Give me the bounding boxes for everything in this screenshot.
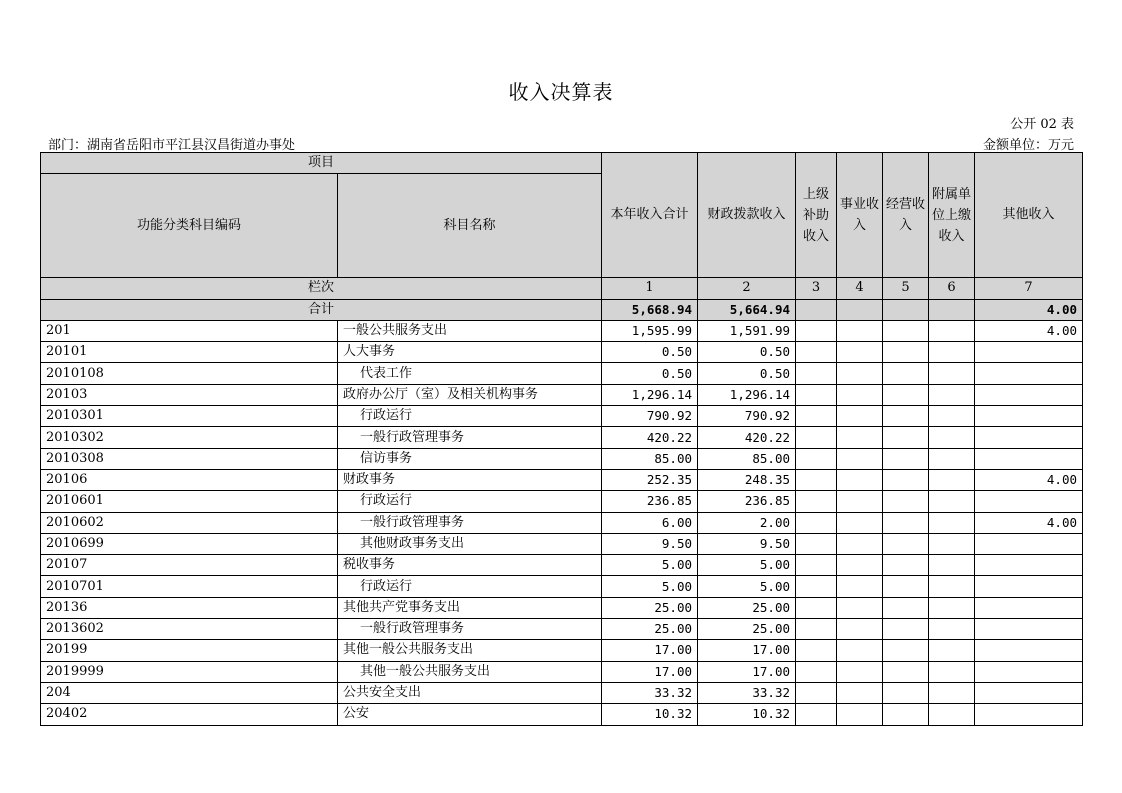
row-value: [837, 661, 883, 682]
row-value: [837, 363, 883, 384]
row-value: [837, 320, 883, 341]
department-label: 部门：湖南省岳阳市平江县汉昌街道办事处: [48, 138, 296, 153]
header-colnum-5: 5: [883, 278, 929, 299]
row-code: 20107: [41, 555, 338, 576]
row-value: [837, 555, 883, 576]
row-value: [929, 555, 975, 576]
total-value: [837, 299, 883, 320]
row-value: [796, 427, 837, 448]
row-value: [929, 661, 975, 682]
total-value: [883, 299, 929, 320]
row-name: 政府办公厅（室）及相关机构事务: [338, 384, 602, 405]
row-name: 其他一般公共服务支出: [338, 661, 602, 682]
row-value: 420.22: [698, 427, 796, 448]
row-value: [837, 640, 883, 661]
row-value: 0.50: [602, 342, 698, 363]
row-code: 20101: [41, 342, 338, 363]
row-value: 0.50: [698, 342, 796, 363]
row-value: [975, 363, 1083, 384]
row-code: 2010699: [41, 533, 338, 554]
row-code: 2010302: [41, 427, 338, 448]
row-name: 其他一般公共服务支出: [338, 640, 602, 661]
row-value: [796, 384, 837, 405]
row-code: 20402: [41, 704, 338, 725]
row-value: 5.00: [602, 576, 698, 597]
row-name: 行政运行: [338, 406, 602, 427]
header-colnum-7: 7: [975, 278, 1083, 299]
row-value: [837, 512, 883, 533]
row-value: [929, 491, 975, 512]
row-value: [883, 533, 929, 554]
row-value: [929, 682, 975, 703]
row-value: [929, 406, 975, 427]
header-project: 项目: [41, 153, 602, 174]
table-row: [41, 469, 1083, 490]
row-value: [883, 682, 929, 703]
row-value: [929, 320, 975, 341]
row-value: 17.00: [698, 661, 796, 682]
row-value: [883, 448, 929, 469]
total-value: [796, 299, 837, 320]
row-value: [837, 406, 883, 427]
row-value: 10.32: [698, 704, 796, 725]
row-code: 2010108: [41, 363, 338, 384]
row-value: 252.35: [602, 469, 698, 490]
row-code: 2019999: [41, 661, 338, 682]
row-value: [975, 533, 1083, 554]
row-value: [883, 469, 929, 490]
row-value: 1,591.99: [698, 320, 796, 341]
row-value: [796, 640, 837, 661]
row-code: 2010601: [41, 491, 338, 512]
row-value: 17.00: [602, 661, 698, 682]
row-name: 公安: [338, 704, 602, 725]
row-value: [929, 448, 975, 469]
header-row-index-label: 栏次: [41, 278, 602, 299]
row-value: [883, 384, 929, 405]
row-value: [796, 704, 837, 725]
row-value: 1,595.99: [602, 320, 698, 341]
row-value: [796, 406, 837, 427]
header-colnum-4: 4: [837, 278, 883, 299]
row-code: 20106: [41, 469, 338, 490]
row-value: 5.00: [698, 555, 796, 576]
row-value: [975, 682, 1083, 703]
row-value: [929, 384, 975, 405]
row-value: [883, 576, 929, 597]
row-value: 248.35: [698, 469, 796, 490]
row-value: [837, 469, 883, 490]
row-value: [975, 576, 1083, 597]
table-row: [41, 640, 1083, 661]
row-value: 6.00: [602, 512, 698, 533]
row-value: [796, 555, 837, 576]
row-value: 4.00: [975, 469, 1083, 490]
row-value: [796, 597, 837, 618]
header-col-other: 其他收入: [975, 153, 1083, 278]
row-value: 4.00: [975, 320, 1083, 341]
row-value: 25.00: [698, 619, 796, 640]
row-value: 9.50: [602, 533, 698, 554]
row-value: [929, 533, 975, 554]
row-value: [975, 384, 1083, 405]
row-code: 20199: [41, 640, 338, 661]
row-value: [883, 363, 929, 384]
row-code: 2010701: [41, 576, 338, 597]
header-col-affiliated: 附属单位上缴收入: [929, 153, 975, 278]
row-value: [883, 597, 929, 618]
row-value: [929, 363, 975, 384]
table-row: [41, 619, 1083, 640]
row-value: [883, 619, 929, 640]
row-value: [975, 342, 1083, 363]
row-value: 0.50: [602, 363, 698, 384]
table-row: [41, 682, 1083, 703]
row-value: 25.00: [698, 597, 796, 618]
row-value: [975, 619, 1083, 640]
page-title: 收入决算表: [508, 80, 614, 104]
row-value: [796, 491, 837, 512]
total-value: 5,668.94: [602, 299, 698, 320]
row-value: [796, 363, 837, 384]
table-row: [41, 448, 1083, 469]
row-value: [796, 320, 837, 341]
row-value: [837, 704, 883, 725]
table-row: [41, 704, 1083, 725]
table-row: [41, 491, 1083, 512]
table-row: [41, 427, 1083, 448]
row-value: [796, 682, 837, 703]
row-value: [883, 555, 929, 576]
row-value: [837, 427, 883, 448]
row-value: 85.00: [602, 448, 698, 469]
row-value: [796, 469, 837, 490]
row-value: [929, 619, 975, 640]
row-value: 9.50: [698, 533, 796, 554]
header-col-total: 本年收入合计: [602, 153, 698, 278]
total-value: 5,664.94: [698, 299, 796, 320]
row-value: 0.50: [698, 363, 796, 384]
row-value: 33.32: [698, 682, 796, 703]
row-value: [796, 661, 837, 682]
row-value: [796, 576, 837, 597]
row-value: 85.00: [698, 448, 796, 469]
row-name: 行政运行: [338, 576, 602, 597]
row-value: [975, 427, 1083, 448]
row-name: 一般行政管理事务: [338, 427, 602, 448]
row-name: 人大事务: [338, 342, 602, 363]
row-value: [796, 448, 837, 469]
row-value: [975, 406, 1083, 427]
unit-label: 金额单位：万元: [982, 138, 1074, 153]
row-name: 其他财政事务支出: [338, 533, 602, 554]
header-code: 功能分类科目编码: [41, 174, 338, 278]
row-value: 420.22: [602, 427, 698, 448]
row-value: 5.00: [698, 576, 796, 597]
total-value: [929, 299, 975, 320]
header-colnum-3: 3: [796, 278, 837, 299]
row-value: [837, 491, 883, 512]
row-name: 公共安全支出: [338, 682, 602, 703]
row-value: [837, 682, 883, 703]
row-value: [796, 512, 837, 533]
row-value: 33.32: [602, 682, 698, 703]
row-value: [796, 342, 837, 363]
row-code: 20103: [41, 384, 338, 405]
row-value: [975, 491, 1083, 512]
row-code: 20136: [41, 597, 338, 618]
table-row: [41, 363, 1083, 384]
row-value: [975, 448, 1083, 469]
row-value: 5.00: [602, 555, 698, 576]
total-row: [41, 299, 1083, 320]
row-name: 信访事务: [338, 448, 602, 469]
table-row: [41, 512, 1083, 533]
header-name: 科目名称: [338, 174, 602, 278]
row-name: 其他共产党事务支出: [338, 597, 602, 618]
row-name: 代表工作: [338, 363, 602, 384]
header-colnum-2: 2: [698, 278, 796, 299]
row-value: 790.92: [602, 406, 698, 427]
row-value: [975, 555, 1083, 576]
row-code: 201: [41, 320, 338, 341]
header-col-business: 事业收入: [837, 153, 883, 278]
row-value: 2.00: [698, 512, 796, 533]
row-code: 2013602: [41, 619, 338, 640]
row-value: [883, 320, 929, 341]
header-col-fiscal: 财政拨款收入: [698, 153, 796, 278]
row-value: [929, 469, 975, 490]
row-value: 25.00: [602, 619, 698, 640]
row-value: [837, 384, 883, 405]
row-value: [883, 491, 929, 512]
total-label: 合计: [41, 299, 602, 320]
row-value: [975, 704, 1083, 725]
row-value: [883, 427, 929, 448]
row-value: [929, 640, 975, 661]
row-value: [837, 533, 883, 554]
row-value: [929, 342, 975, 363]
row-value: 236.85: [602, 491, 698, 512]
header-colnum-1: 1: [602, 278, 698, 299]
row-code: 2010602: [41, 512, 338, 533]
table-row: [41, 533, 1083, 554]
row-value: [837, 619, 883, 640]
row-value: [837, 342, 883, 363]
row-value: [883, 406, 929, 427]
row-name: 行政运行: [338, 491, 602, 512]
row-value: [929, 597, 975, 618]
header-col-superior: 上级补助收入: [796, 153, 837, 278]
row-value: 17.00: [698, 640, 796, 661]
row-value: [975, 597, 1083, 618]
row-value: 10.32: [602, 704, 698, 725]
form-number: 公开 02 表: [1010, 117, 1074, 132]
row-value: [975, 661, 1083, 682]
row-value: [883, 342, 929, 363]
table-row: [41, 384, 1083, 405]
table-row: [41, 555, 1083, 576]
row-value: [975, 640, 1083, 661]
row-name: 一般行政管理事务: [338, 619, 602, 640]
row-value: [883, 704, 929, 725]
row-value: 17.00: [602, 640, 698, 661]
row-value: 25.00: [602, 597, 698, 618]
total-value: 4.00: [975, 299, 1083, 320]
row-value: [929, 704, 975, 725]
row-name: 一般公共服务支出: [338, 320, 602, 341]
row-value: [796, 619, 837, 640]
table-row: [41, 661, 1083, 682]
row-name: 税收事务: [338, 555, 602, 576]
income-table: [40, 152, 1083, 726]
row-name: 一般行政管理事务: [338, 512, 602, 533]
row-value: [883, 661, 929, 682]
row-value: [883, 640, 929, 661]
row-value: 236.85: [698, 491, 796, 512]
row-code: 2010301: [41, 406, 338, 427]
table-row: [41, 320, 1083, 341]
row-value: 4.00: [975, 512, 1083, 533]
table-row: [41, 576, 1083, 597]
table-row: [41, 342, 1083, 363]
header-colnum-6: 6: [929, 278, 975, 299]
row-value: 790.92: [698, 406, 796, 427]
table-row: [41, 406, 1083, 427]
row-value: 1,296.14: [602, 384, 698, 405]
row-code: 204: [41, 682, 338, 703]
row-name: 财政事务: [338, 469, 602, 490]
row-value: [929, 427, 975, 448]
row-value: [837, 576, 883, 597]
header-col-operating: 经营收入: [883, 153, 929, 278]
row-value: [837, 597, 883, 618]
row-value: [837, 448, 883, 469]
table-row: [41, 597, 1083, 618]
row-code: 2010308: [41, 448, 338, 469]
row-value: [929, 576, 975, 597]
row-value: 1,296.14: [698, 384, 796, 405]
row-value: [796, 533, 837, 554]
row-value: [929, 512, 975, 533]
row-value: [883, 512, 929, 533]
